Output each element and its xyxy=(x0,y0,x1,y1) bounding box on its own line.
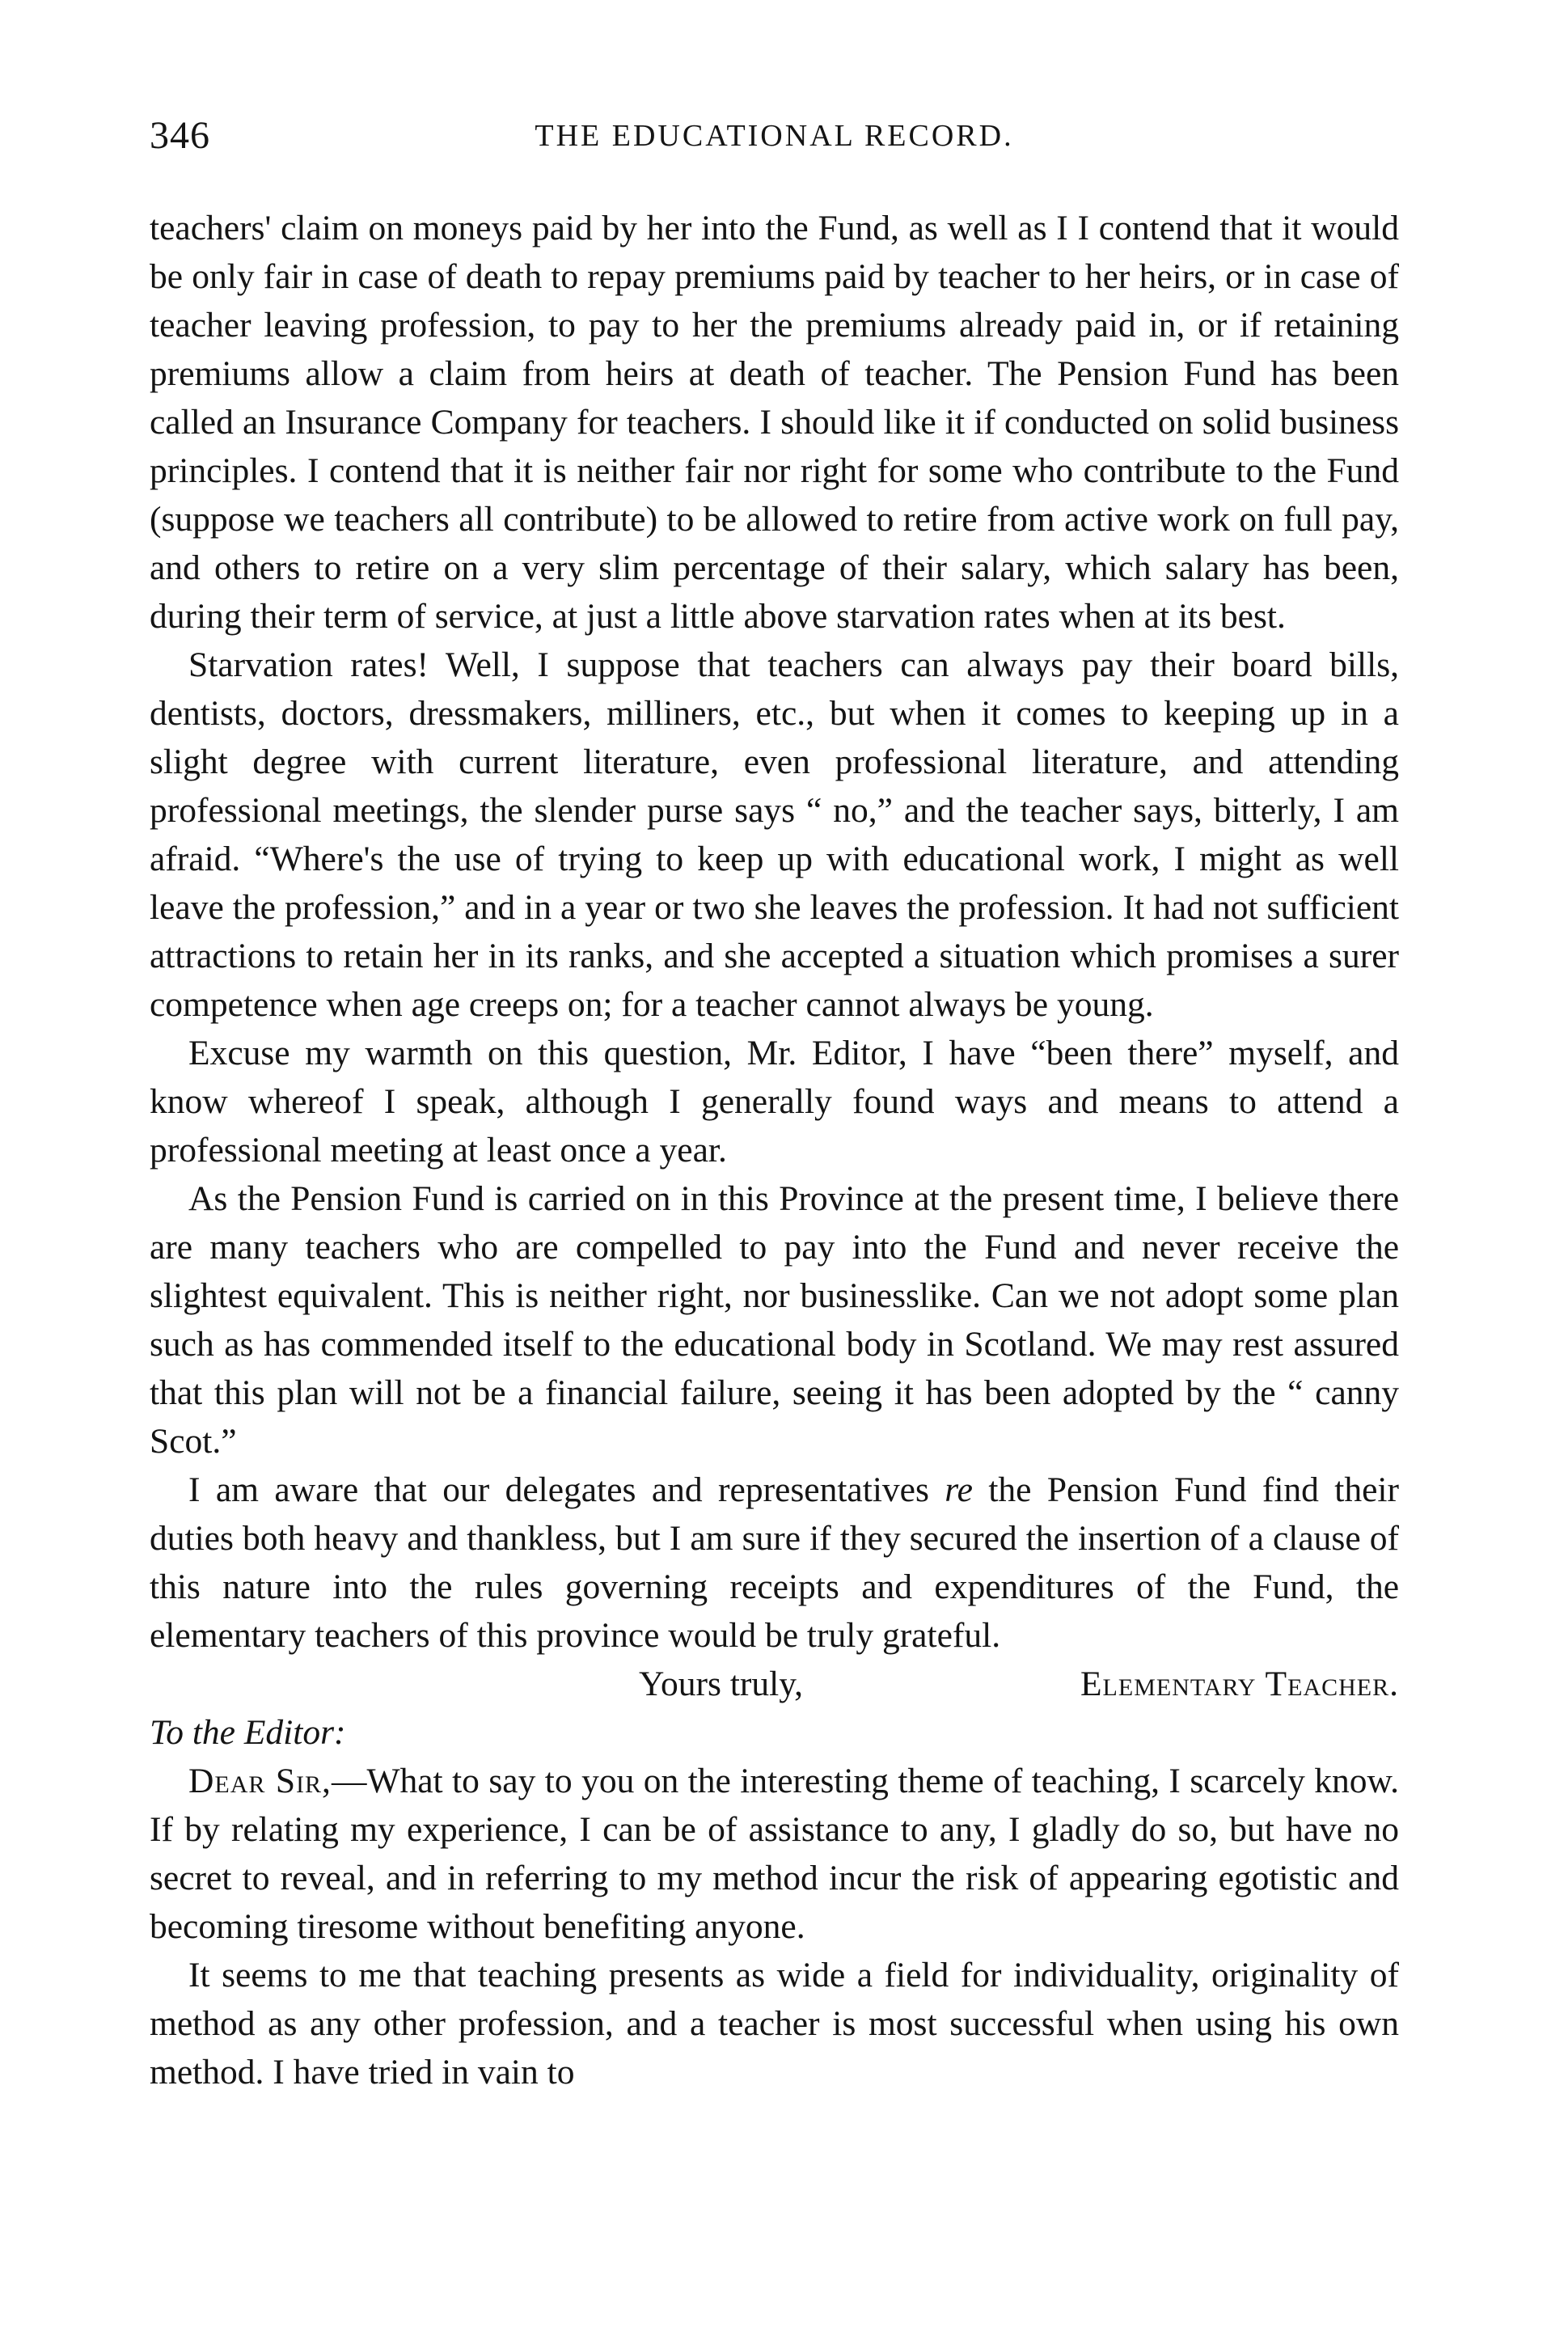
body-paragraph: Excuse my warmth on this question, Mr. Editor, I have “been there” myself, and know whereof I speak, although I generally found ways and means to attend a professional meeting at least once a year. xyxy=(150,1034,1399,1170)
document-page xyxy=(150,113,1399,2096)
body-paragraph: It seems to me that teaching presents as wide a field for individuality, originality of method as any other profession, and a teacher is most successful when using his own method. I have tried in vain to xyxy=(150,1956,1399,2092)
letter-signoff xyxy=(150,1660,1399,1708)
page-number: 346 xyxy=(150,114,210,157)
signature: Elementary Teacher. xyxy=(1080,1665,1399,1703)
body-paragraph: teachers' claim on moneys paid by her into the Fund, as well as I I contend that it would be only fair in case of death to repay premiums paid by teacher to her heirs, or in case of teacher leaving profession, to pay to her the premiums already paid in, or if retaining premiums allow a claim from heirs at death of teacher. The Pension Fund has been called an Insurance Company for teachers. I should like it if conducted on solid business principles. I contend that it is neither fair nor right for some who contribute to the Fund (suppose we teachers all contribute) to be allowed to retire from active work on full pay, and others to retire on a very slim percentage of their salary, which salary has been, during their term of service, at just a little above starvation rates when at its best. xyxy=(150,209,1399,636)
salutation: To the Editor: xyxy=(150,1713,346,1752)
body-paragraph xyxy=(150,1757,1399,1951)
running-title: THE EDUCATIONAL RECORD. xyxy=(535,119,1014,153)
body-paragraph: Starvation rates! Well, I suppose that teachers can always pay their board bills, dentists, doctors, dressmakers, milliners, etc., but when it comes to keeping up in a slight degree with current literature, even professional literature, and attending professional meetings, the slender purse says “ no,” and the teacher says, bitterly, I am afraid. “Where's the use of trying to keep up with educational work, I might as well leave the profession,” and in a year or two she leaves the profession. It had not sufficient attractions to retain her in its ranks, and she accepted a situation which promises a surer competence when age creeps on; for a teacher cannot always be young. xyxy=(150,645,1399,1024)
paragraph-text: the Pension Fund find their duties both heavy and thankless, but I am sure if they secured the insertion of a clause of this nature into the rules governing receipts and expenditures of the Fund, the elementary teachers of this province would be truly grateful. xyxy=(150,1470,1400,1655)
letter-two xyxy=(150,1708,1399,2096)
body-paragraph: As the Pension Fund is carried on in this Province at the present time, I believe there are many teachers who are compelled to pay into the Fund and never receive the slightest equivalent. This is neither right, nor businesslike. Can we not adopt some plan such as has commended itself to the educational body in Scotland. We may rest assured that this plan will not be a financial failure, seeing it has been adopted by the “ canny Scot.” xyxy=(150,1179,1399,1461)
re-italic: re xyxy=(945,1470,973,1509)
page-header xyxy=(150,113,1399,170)
paragraph-text: I am aware that our delegates and representatives xyxy=(188,1470,929,1509)
letter-one xyxy=(150,204,1399,1708)
dear-sir: Dear Sir, xyxy=(188,1762,332,1800)
body-paragraph xyxy=(150,1466,1399,1660)
closing-phrase: Yours truly, xyxy=(639,1665,804,1703)
paragraph-text: —What to say to you on the interesting theme of teaching, I scarcely know. If by relating my experience, I can be of assistance to any, I gladly do so, but have no secret to reveal, and in referring to my method incur the risk of appearing egotistic and becoming tiresome without benefiting anyone. xyxy=(150,1762,1400,1946)
